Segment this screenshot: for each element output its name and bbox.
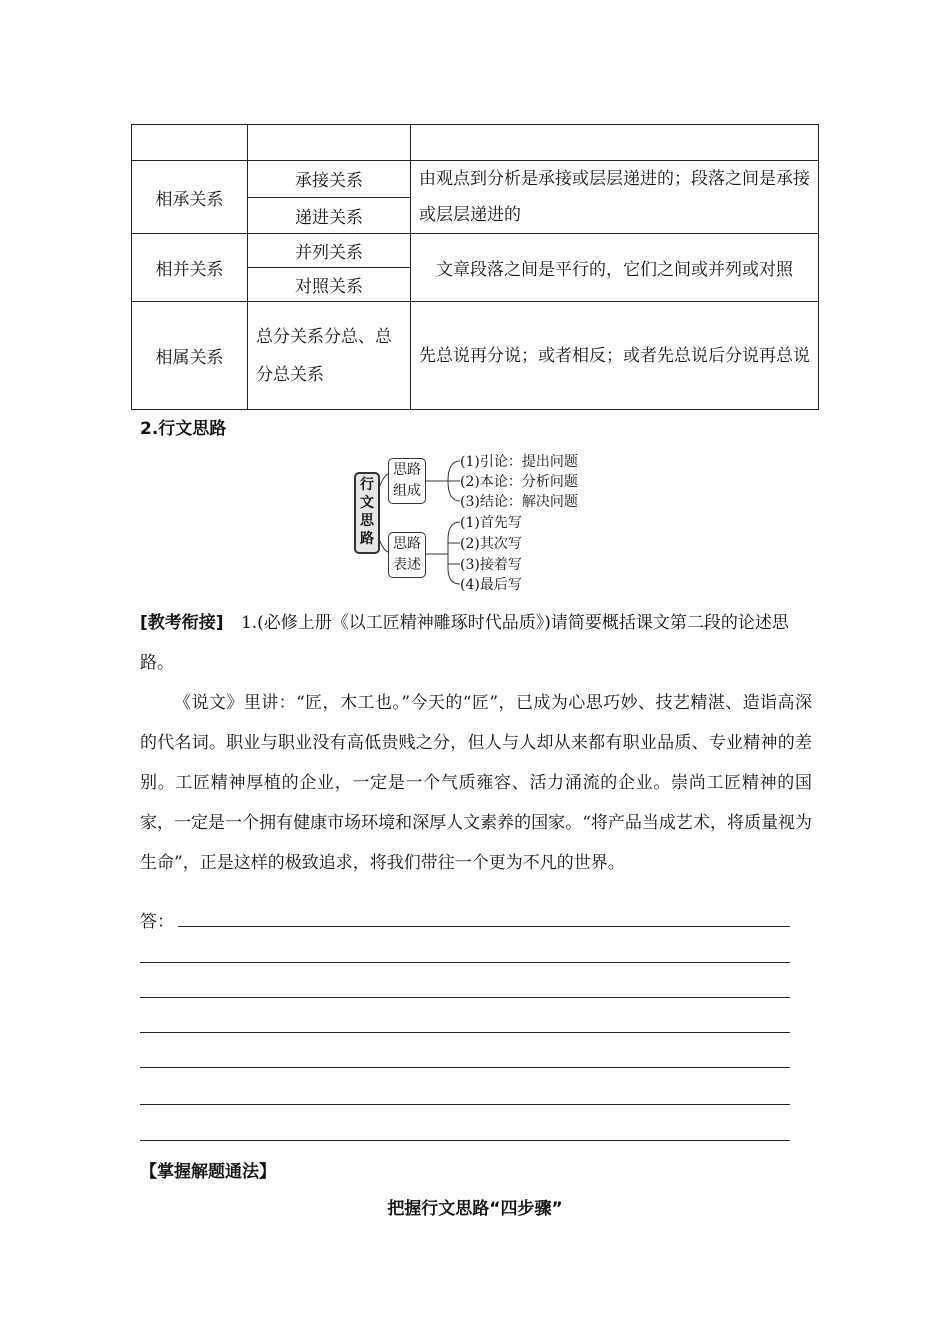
table-header-row <box>132 125 819 161</box>
mindmap-item: (1)首先写 <box>460 515 522 531</box>
table-row <box>132 302 819 410</box>
mindmap-item: (4)最后写 <box>460 577 522 593</box>
description-cell: 由观点到分析是承接或层层递进的；段落之间是承接或层层递进的 <box>411 161 819 234</box>
table-row <box>132 234 819 268</box>
mindmap-item: (2)本论：分析问题 <box>460 474 578 490</box>
mindmap-branch <box>388 458 426 504</box>
exercise-question-text: 1.(必修上册《以工匠精神雕琢时代品质》)请简要概括课文第二段的论述思路。 <box>140 613 789 673</box>
mindmap-root-label: 行文思路 <box>360 477 374 547</box>
answer-line <box>178 926 790 927</box>
category-cell: 相并关系 <box>132 234 248 302</box>
answer-line <box>140 1104 790 1105</box>
mindmap-branch-label: 思路表述 <box>393 536 421 573</box>
mindmap-item: (3)接着写 <box>460 557 522 573</box>
mindmap-item: (2)其次写 <box>460 536 522 552</box>
answer-line <box>140 1067 790 1068</box>
answer-line <box>140 1032 790 1033</box>
header-cell <box>411 125 819 161</box>
method-subheading: 把握行文思路“四步骤” <box>387 1199 563 1219</box>
header-cell <box>248 125 411 161</box>
section-title: 2.行文思路 <box>140 419 227 439</box>
description-cell: 文章段落之间是平行的，它们之间或并列或对照 <box>411 234 819 302</box>
answer-label: 答： <box>140 912 174 932</box>
mindmap-item: (1)引论：提出问题 <box>460 454 578 470</box>
category-cell: 相属关系 <box>132 302 248 410</box>
subtype-cell: 递进关系 <box>248 197 411 234</box>
table-row <box>132 161 819 198</box>
header-cell <box>132 125 248 161</box>
description-cell: 先总说再分说；或者相反；或者先总说后分说再总说 <box>411 302 819 410</box>
mindmap-item: (3)结论：解决问题 <box>460 494 578 510</box>
subtype-cell: 对照关系 <box>248 268 411 302</box>
answer-line <box>140 997 790 998</box>
exercise-passage: 《说文》里讲：“匠，木工也。”今天的“匠”，已成为心思巧妙、技艺精湛、造诣高深的代名词。职业与职业没有高低贵贱之分，但人与人却从来都有职业品质、专业精神的差别。工匠精神厚植的企业，一定是一个气质雍容、活力涌流的企业。崇尚工匠精神的国家，一定是一个拥有健康市场环境和深厚人文素养的国家。“将产品当成艺术，将质量视为生命”，正是这样的极致追求，将我们带往一个更为不凡的世界。 <box>140 693 812 873</box>
answer-line <box>140 962 790 963</box>
exercise-tag: [教考衔接] <box>140 613 224 633</box>
mindmap-branch <box>388 532 426 578</box>
method-heading: 【掌握解题通法】 <box>140 1162 276 1182</box>
subtype-cell: 总分关系分总、总分总关系 <box>248 302 411 410</box>
subtype-cell: 承接关系 <box>248 161 411 198</box>
relationship-table <box>131 124 819 410</box>
mindmap-branch-label: 思路组成 <box>393 462 421 499</box>
mindmap <box>352 450 602 598</box>
exercise-question <box>140 603 812 683</box>
answer-line <box>140 1140 790 1141</box>
mindmap-root <box>354 472 380 554</box>
category-cell: 相承关系 <box>132 161 248 234</box>
subtype-cell: 并列关系 <box>248 234 411 268</box>
